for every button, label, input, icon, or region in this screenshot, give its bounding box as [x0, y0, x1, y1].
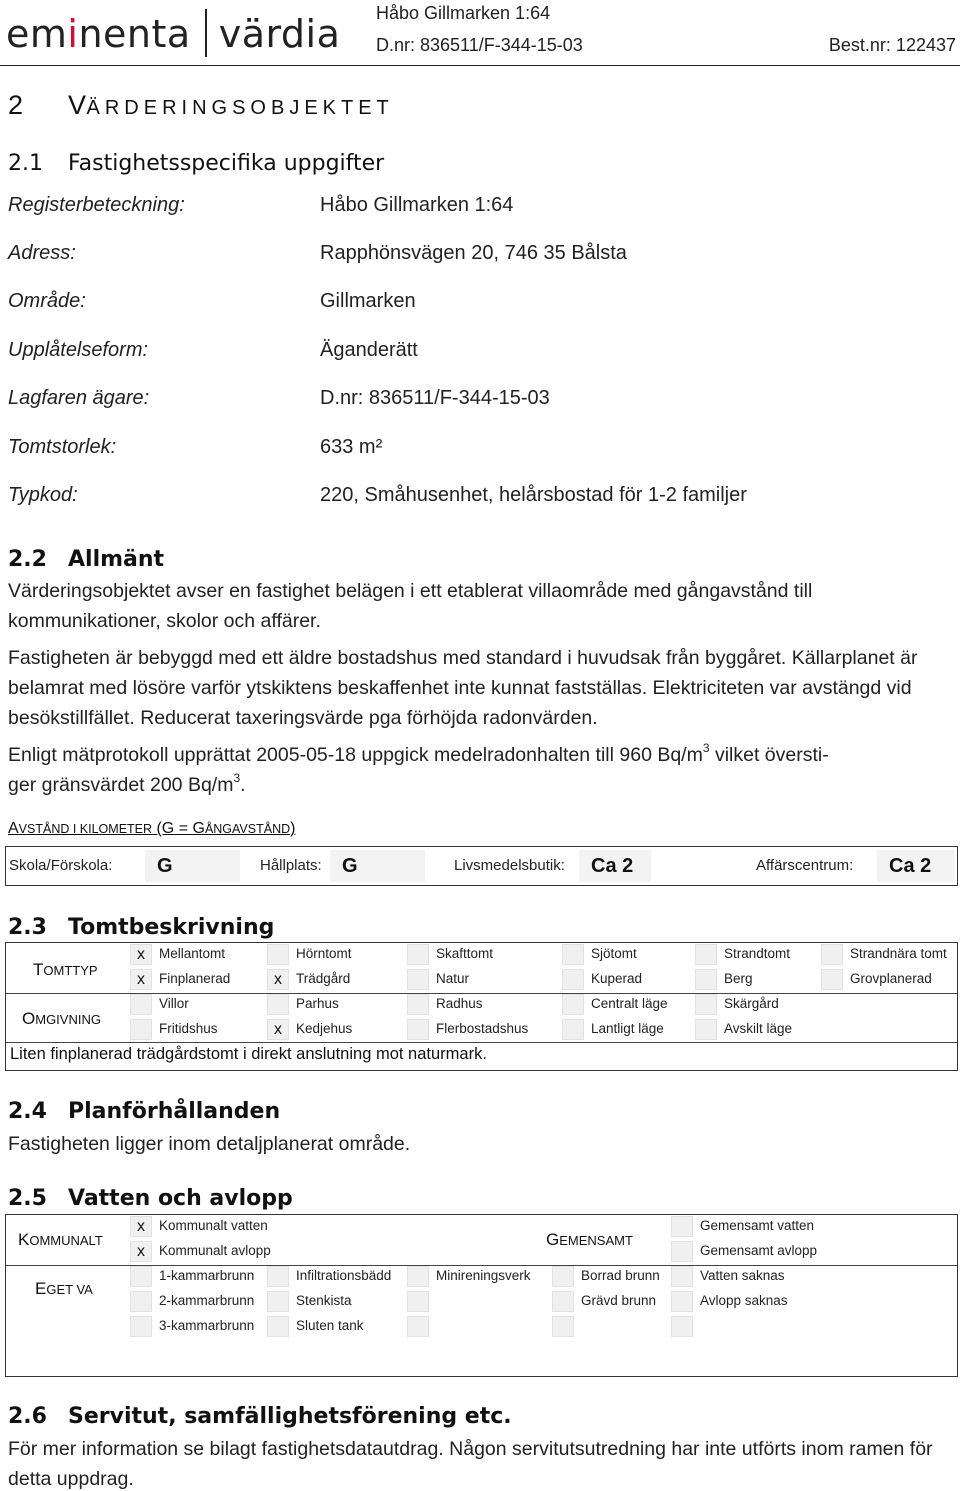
page-header	[0, 0, 960, 66]
distance-table	[5, 846, 958, 886]
logo-right-text: värdia	[218, 12, 341, 56]
distance-label-school: Skola/Förskola:	[9, 857, 113, 874]
option-checkbox[interactable]	[671, 1291, 693, 1312]
lot-description-table	[5, 942, 958, 1071]
option-label: Strandtomt	[724, 946, 791, 961]
company-logo	[6, 12, 340, 61]
property-label: Adress:	[8, 242, 76, 264]
option-label: Mellantomt	[159, 946, 226, 961]
group-label-kommunalt: KOMMUNALT	[18, 1230, 103, 1249]
option-label: Sluten tank	[296, 1318, 364, 1333]
lot-note: Liten finplanerad trädgårdstomt i direkt anslutning mot naturmark.	[10, 1045, 487, 1063]
general-paragraph-3: Enligt mätprotokoll upprättat 2005-05-18 uppgick medelradonhalten till 960 $Bq/m^3$ vilket översti- ger gränsvärdet 200 $Bq/m^3$.	[8, 740, 829, 796]
section-heading-2-4: 2.4 Planförhållanden	[8, 1099, 281, 1124]
option-checkbox[interactable]: x	[130, 1241, 152, 1262]
option-checkbox[interactable]	[130, 1291, 152, 1312]
option-checkbox[interactable]	[407, 969, 429, 990]
section-heading-2-5: 2.5 Vatten och avlopp	[8, 1186, 293, 1211]
option-label: Berg	[724, 971, 753, 986]
distance-label-mall: Affärscentrum:	[756, 857, 854, 874]
section-heading-2-1: 2.1 Fastighetsspecifika uppgifter	[8, 151, 385, 176]
option-checkbox[interactable]	[562, 969, 584, 990]
option-label: Lantligt läge	[591, 1021, 664, 1036]
option-label: Gemensamt vatten	[700, 1218, 815, 1233]
option-label: Grovplanerad	[850, 971, 932, 986]
option-label: Infiltrationsbädd	[296, 1268, 392, 1283]
option-checkbox[interactable]	[821, 969, 843, 990]
option-label: 2-kammarbrunn	[159, 1293, 255, 1308]
distance-value-school: G	[145, 850, 240, 882]
property-value: Rapphönsvägen 20, 746 35 Bålsta	[320, 242, 627, 264]
empty-checkbox[interactable]	[552, 1316, 574, 1337]
general-paragraph-2: Fastigheten är bebyggd med ett äldre bostadshus med standard i huvudsak från byggåret. Källarplanet är belamrat med lösöre varför ytskiktens beskaffenhet inte kunnat fastställas. Elektriciteten var avstängd vid besökstillfället. Reducerat taxeringsvärde pga förhöjda radonvärden.	[8, 647, 918, 729]
option-checkbox[interactable]: x	[267, 969, 289, 990]
option-checkbox[interactable]	[821, 944, 843, 965]
empty-checkbox[interactable]	[671, 1316, 693, 1337]
group-label-gemensamt: GEMENSAMT	[546, 1230, 633, 1249]
option-checkbox[interactable]	[671, 1241, 693, 1262]
servitude-text: För mer information se bilagt fastighetsdatautdrag. Någon servitutsutredning har inte utförts inom ramen för detta uppdrag.	[8, 1438, 933, 1490]
option-label: Fritidshus	[159, 1021, 218, 1036]
distance-value-mall: Ca 2	[877, 850, 955, 882]
property-label: Typkod:	[8, 484, 78, 506]
property-value: Gillmarken	[320, 290, 416, 312]
option-checkbox[interactable]	[695, 969, 717, 990]
option-label: Kommunalt vatten	[159, 1218, 268, 1233]
option-checkbox[interactable]	[130, 1019, 152, 1040]
property-value: Håbo Gillmarken 1:64	[320, 194, 514, 216]
option-label: Hörntomt	[296, 946, 352, 961]
option-label: Avskilt läge	[724, 1021, 793, 1036]
section-heading-2-6: 2.6 Servitut, samfällighetsförening etc.	[8, 1404, 512, 1429]
option-label: Kuperad	[591, 971, 643, 986]
option-label: Borrad brunn	[581, 1268, 660, 1283]
section-heading-2: 2 VÄRDERINGSOBJEKTET	[8, 90, 394, 120]
option-label: Avlopp saknas	[700, 1293, 788, 1308]
option-checkbox[interactable]	[407, 994, 429, 1015]
option-label: Natur	[436, 971, 470, 986]
option-label: Skafttomt	[436, 946, 494, 961]
option-label: Strandnära tomt	[850, 946, 947, 961]
option-label: Trädgård	[296, 971, 351, 986]
option-checkbox[interactable]: x	[130, 969, 152, 990]
option-label: Radhus	[436, 996, 483, 1011]
option-label: Sjötomt	[591, 946, 637, 961]
option-label: Flerbostadshus	[436, 1021, 529, 1036]
section-heading-2-3: 2.3 Tomtbeskrivning	[8, 915, 275, 940]
group-label-omgivning: OMGIVNING	[22, 1009, 101, 1028]
option-checkbox[interactable]: x	[130, 944, 152, 965]
property-value: 633 m²	[320, 436, 383, 458]
property-label: Område:	[8, 290, 86, 312]
row-divider	[6, 1042, 957, 1043]
property-label: Tomtstorlek:	[8, 436, 117, 458]
option-checkbox[interactable]	[407, 944, 429, 965]
property-value: 220, Småhusenhet, helårsbostad för 1-2 familjer	[320, 484, 747, 506]
property-label: Upplåtelseform:	[8, 339, 149, 361]
option-checkbox[interactable]	[130, 1266, 152, 1287]
option-checkbox[interactable]	[671, 1216, 693, 1237]
group-label-tomttyp: TOMTTYP	[33, 960, 98, 979]
header-bestnr: Best.nr: 122437	[828, 35, 956, 55]
plan-text: Fastigheten ligger inom detaljplanerat område.	[8, 1133, 411, 1155]
option-label: Finplanerad	[159, 971, 231, 986]
option-label: Kedjehus	[296, 1021, 353, 1036]
option-checkbox[interactable]: x	[267, 1019, 289, 1040]
option-label: 3-kammarbrunn	[159, 1318, 255, 1333]
option-checkbox[interactable]	[130, 994, 152, 1015]
property-label: Registerbeteckning:	[8, 194, 185, 216]
option-checkbox[interactable]	[695, 1019, 717, 1040]
option-label: Villor	[159, 996, 189, 1011]
option-checkbox[interactable]	[562, 944, 584, 965]
option-label: Kommunalt avlopp	[159, 1243, 271, 1258]
option-checkbox[interactable]	[552, 1291, 574, 1312]
option-checkbox[interactable]	[695, 994, 717, 1015]
section-heading-2-2: 2.2 Allmänt	[8, 547, 165, 572]
option-checkbox[interactable]	[407, 1266, 429, 1287]
header-property-name: Håbo Gillmarken 1:64	[376, 3, 551, 23]
option-checkbox[interactable]	[407, 1019, 429, 1040]
distance-label-stop: Hållplats:	[260, 857, 322, 874]
option-checkbox[interactable]	[267, 1291, 289, 1312]
option-checkbox[interactable]: x	[130, 1216, 152, 1237]
option-label: Parhus	[296, 996, 339, 1011]
option-label: Gemensamt avlopp	[700, 1243, 818, 1258]
option-checkbox[interactable]	[562, 994, 584, 1015]
option-checkbox[interactable]	[671, 1266, 693, 1287]
property-value: D.nr: 836511/F-344-15-03	[320, 387, 550, 409]
option-label: 1-kammarbrunn	[159, 1268, 255, 1283]
general-paragraph-1: Värderingsobjektet avser en fastighet belägen i ett etablerat villaområde med gångavstånd till kommunikationer, skolor och affärer.	[8, 580, 813, 632]
logo-divider	[205, 9, 207, 57]
option-label: Grävd brunn	[581, 1293, 657, 1308]
option-checkbox[interactable]	[267, 1266, 289, 1287]
distance-heading: AVSTÅND I KILOMETER (G = GÅNGAVSTÅND)	[8, 820, 296, 837]
option-checkbox[interactable]	[562, 1019, 584, 1040]
group-label-eget-va: EGET VA	[35, 1279, 93, 1298]
option-label: Stenkista	[296, 1293, 352, 1308]
water-sewage-table	[5, 1214, 958, 1377]
option-checkbox[interactable]	[267, 994, 289, 1015]
distance-label-grocery: Livsmedelsbutik:	[454, 857, 565, 874]
logo-left-text: eminenta	[6, 12, 191, 56]
distance-value-grocery: Ca 2	[579, 850, 651, 882]
option-label: Skärgård	[724, 996, 779, 1011]
header-dnr: D.nr: 836511/F-344-15-03	[376, 35, 583, 55]
option-checkbox[interactable]	[552, 1266, 574, 1287]
option-checkbox[interactable]	[695, 944, 717, 965]
property-value: Äganderätt	[320, 339, 418, 361]
option-checkbox[interactable]	[267, 944, 289, 965]
option-label: Vatten saknas	[700, 1268, 785, 1283]
option-label: Centralt läge	[591, 996, 668, 1011]
property-label: Lagfaren ägare:	[8, 387, 150, 409]
option-label: Minireningsverk	[436, 1268, 531, 1283]
empty-checkbox[interactable]	[407, 1316, 429, 1337]
option-checkbox[interactable]	[130, 1316, 152, 1337]
empty-checkbox[interactable]	[407, 1291, 429, 1312]
distance-value-stop: G	[330, 850, 425, 882]
option-checkbox[interactable]	[267, 1316, 289, 1337]
